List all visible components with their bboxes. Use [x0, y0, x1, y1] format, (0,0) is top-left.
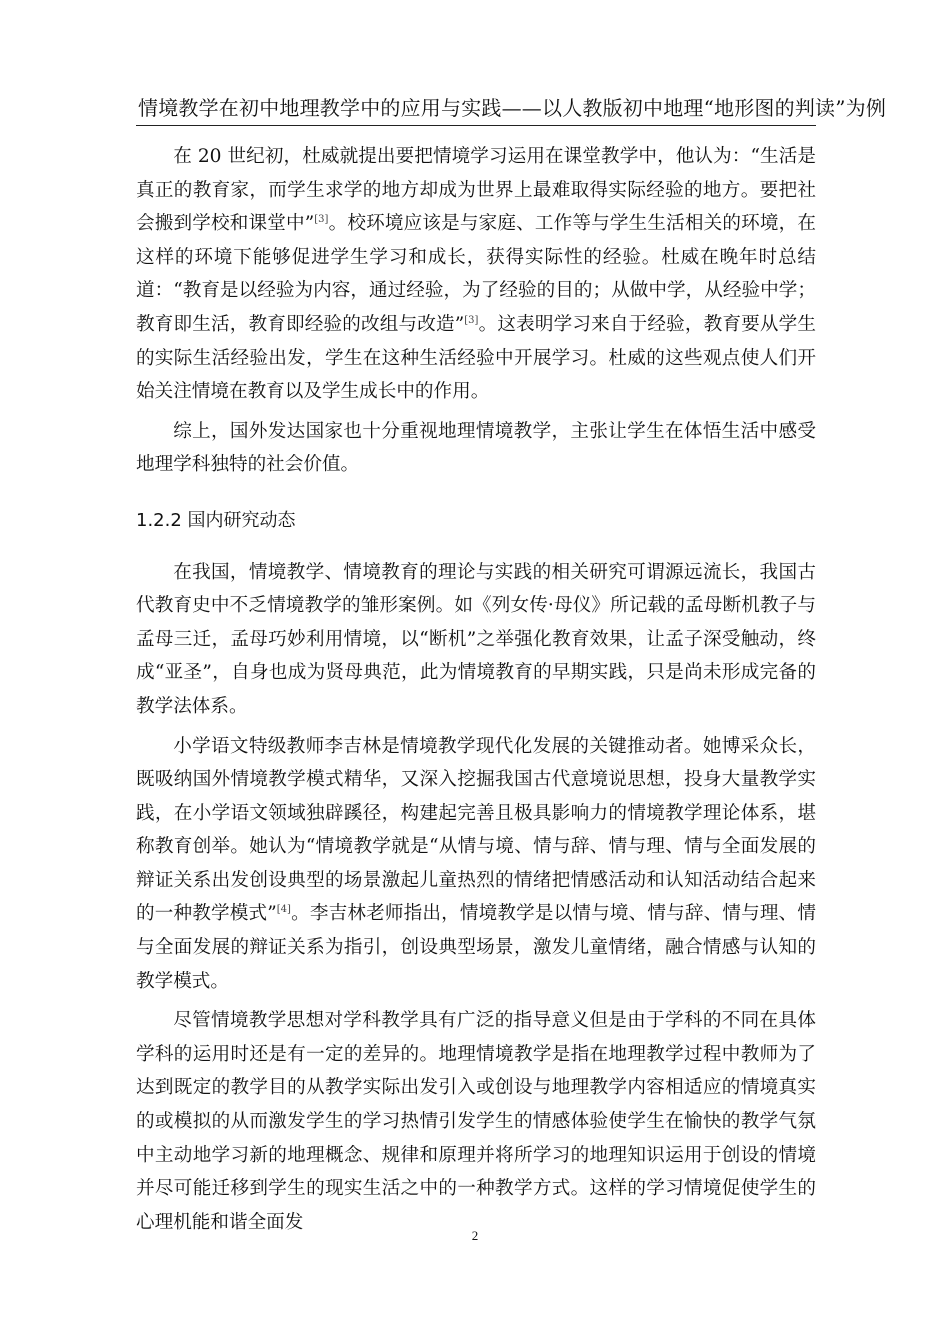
paragraph-domestic-history: 在我国，情境教学、情境教育的理论与实践的相关研究可谓源远流长，我国古代教育史中不乏情境教学的雏形案例。如《列女传·母仪》所记载的孟母断机教子与孟母三迁，孟母巧妙利用情境，以“断机”之举强化教育效果，让孟子深受触动，终成“亚圣”，自身也成为贤母典范，此为情境教育的早期实践，只是尚未形成完备的教学法体系。 — [136, 561, 816, 717]
paragraph-text: 。校环境应该是与家庭、工作等与学生生活相关的环境，在这样的环境下能够促进学生学习和成长，获得实际性的经验。杜威在晚年时总结道：“教育是以经验为内容，通过经验，为了经验的目的；从做中学，从经验中学；教育即生活，教育即经验的改组与改造” — [136, 213, 816, 335]
page-number: 2 — [471, 1228, 479, 1243]
paragraph-text: 在 20 世纪初，杜威就提出要把情境学习运用在课堂教学中，他认为：“生活是真正的教育家，而学生求学的地方却成为世界上最难取得实际经验的地方。要把社会搬到学校和课堂中” — [136, 146, 816, 235]
paragraph-geography-situational: 尽管情境教学思想对学科教学具有广泛的指导意义但是由于学科的不同在具体学科的运用时还是有一定的差异的。地理情境教学是指在地理教学过程中教师为了达到既定的教学目的从教学实际出发引入或创设与地理教学内容相适应的情境真实的或模拟的从而激发学生的学习热情引发学生的情感体验使学生在愉快的教学气氛中主动地学习新的地理概念、规律和原理并将所学习的地理知识运用于创设的情境并尽可能迁移到学生的现实生活之中的一种教学方式。这样的学习情境促使学生的心理机能和谐全面发 — [136, 1010, 816, 1233]
paragraph-text: 小学语文特级教师李吉林是情境教学现代化发展的关键推动者。她博采众长，既吸纳国外情境教学模式精华，又深入挖掘我国古代意境说思想，投身大量教学实践，在小学语文领域独辟蹊径，构建起完善且极具影响力的情境教学理论体系，堪称教育创举。她认为“情境教学就是“从情与境、情与辞、情与理、情与全面发展的辩证关系出发创设典型的场景激起儿童热烈的情绪把情感活动和认知活动结合起来的一种教学模式” — [136, 735, 816, 925]
citation-ref[interactable]: [3] — [314, 214, 329, 225]
paragraph-text: 。这表明学习来自于经验，教育要从学生的实际生活经验出发，学生在这种生活经验中开展学习。杜威的这些观点使人们开始关注情境在教育以及学生成长中的作用。 — [136, 313, 816, 403]
paragraph-li-jilin — [136, 730, 816, 999]
citation-ref[interactable]: [3] — [464, 314, 479, 326]
paragraph-text: 。李吉林老师指出，情境教学是以情与境、情与辞、情与理、情与全面发展的辩证关系为指引，创设典型场景，激发儿童情绪，融合情感与认知的教学模式。 — [136, 903, 816, 992]
header-divider — [136, 125, 816, 126]
body-text — [136, 140, 816, 1245]
paragraph-dewey — [136, 140, 816, 409]
section-heading: 1.2.2 国内研究动态 — [136, 509, 296, 531]
running-header: 情境教学在初中地理教学中的应用与实践——以人教版初中地理“地形图的判读”为例 — [138, 96, 887, 120]
paragraph-summary: 综上，国外发达国家也十分重视地理情境教学，主张让学生在体悟生活中感受地理学科独特的社会价值。 — [136, 420, 816, 476]
citation-ref[interactable]: [4] — [276, 904, 291, 916]
